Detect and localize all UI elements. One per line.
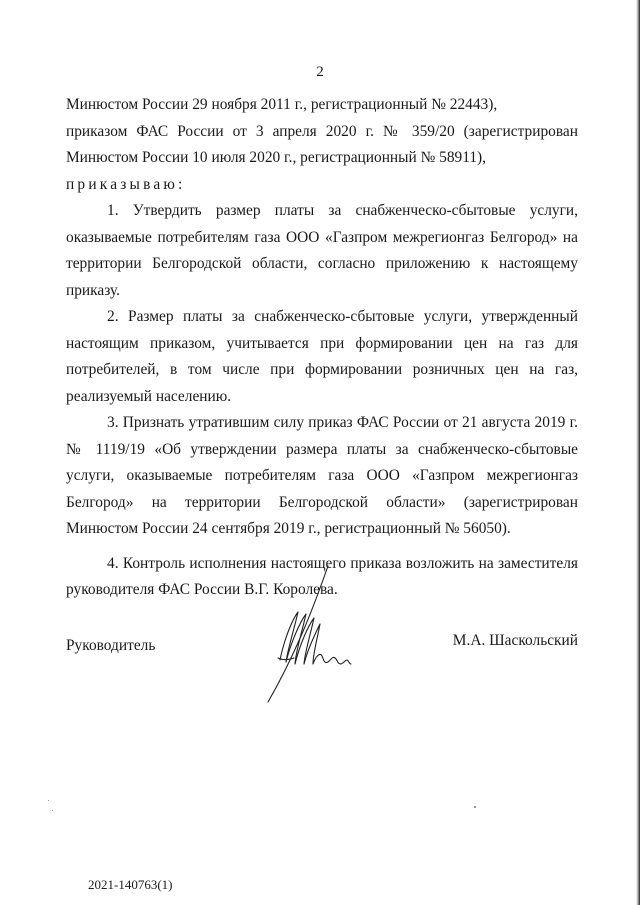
order-item-1: 1. Утвердить размер платы за снабженческо-сбытовые услуги, оказываемые потребителям газа ООО «Газпром межрегионгаз Белгород» на территории Белгородской области, согласно приложению к настоящему приказу.: [66, 202, 578, 299]
document-body: [66, 92, 578, 604]
scan-speck: [474, 806, 476, 808]
order-item-2: 2. Размер платы за снабженческо-сбытовые услуги, утвержденный настоящим приказом, учитывается при формировании цен на газ для потребителей, в том числе при формировании розничных цен на газ, реализуемый населению.: [66, 308, 578, 405]
signatory-name: М.А. Шаскольский: [452, 632, 578, 649]
scan-speck: [52, 810, 53, 811]
page-number: 2: [316, 64, 324, 80]
handwritten-signature: [258, 560, 358, 710]
intro-line-2: приказом ФАС России от 3 апреля 2020 г. № 359/20 (зарегистрирован Минюстом России 10 июля 2020 г., регистрационный № 58911),: [66, 122, 578, 166]
order-item-4: 4. Контроль исполнения настоящего приказа возложить на заместителя руководителя ФАС России В.Г. Королева.: [66, 554, 578, 598]
intro-line-1: Минюстом России 29 ноября 2011 г., регистрационный № 22443),: [66, 96, 498, 113]
signatory-title: Руководитель: [66, 637, 156, 654]
order-word: приказываю:: [66, 175, 186, 193]
order-item-3: 3. Признать утратившим силу приказ ФАС России от 21 августа 2019 г. № 1119/19 «Об утверждении размера платы за снабженческо-сбытовые услуги, оказываемые потребителям газа ООО «Газпром межрегионгаз Белгород» на территории Белгородской области» (зарегистрирован Минюстом России 24 сентября 2019 г., регистрационный № 56050).: [66, 414, 578, 537]
document-id: 2021-140763(1): [88, 877, 173, 892]
scan-edge-shadow: [636, 0, 640, 905]
scan-speck: [48, 800, 49, 801]
